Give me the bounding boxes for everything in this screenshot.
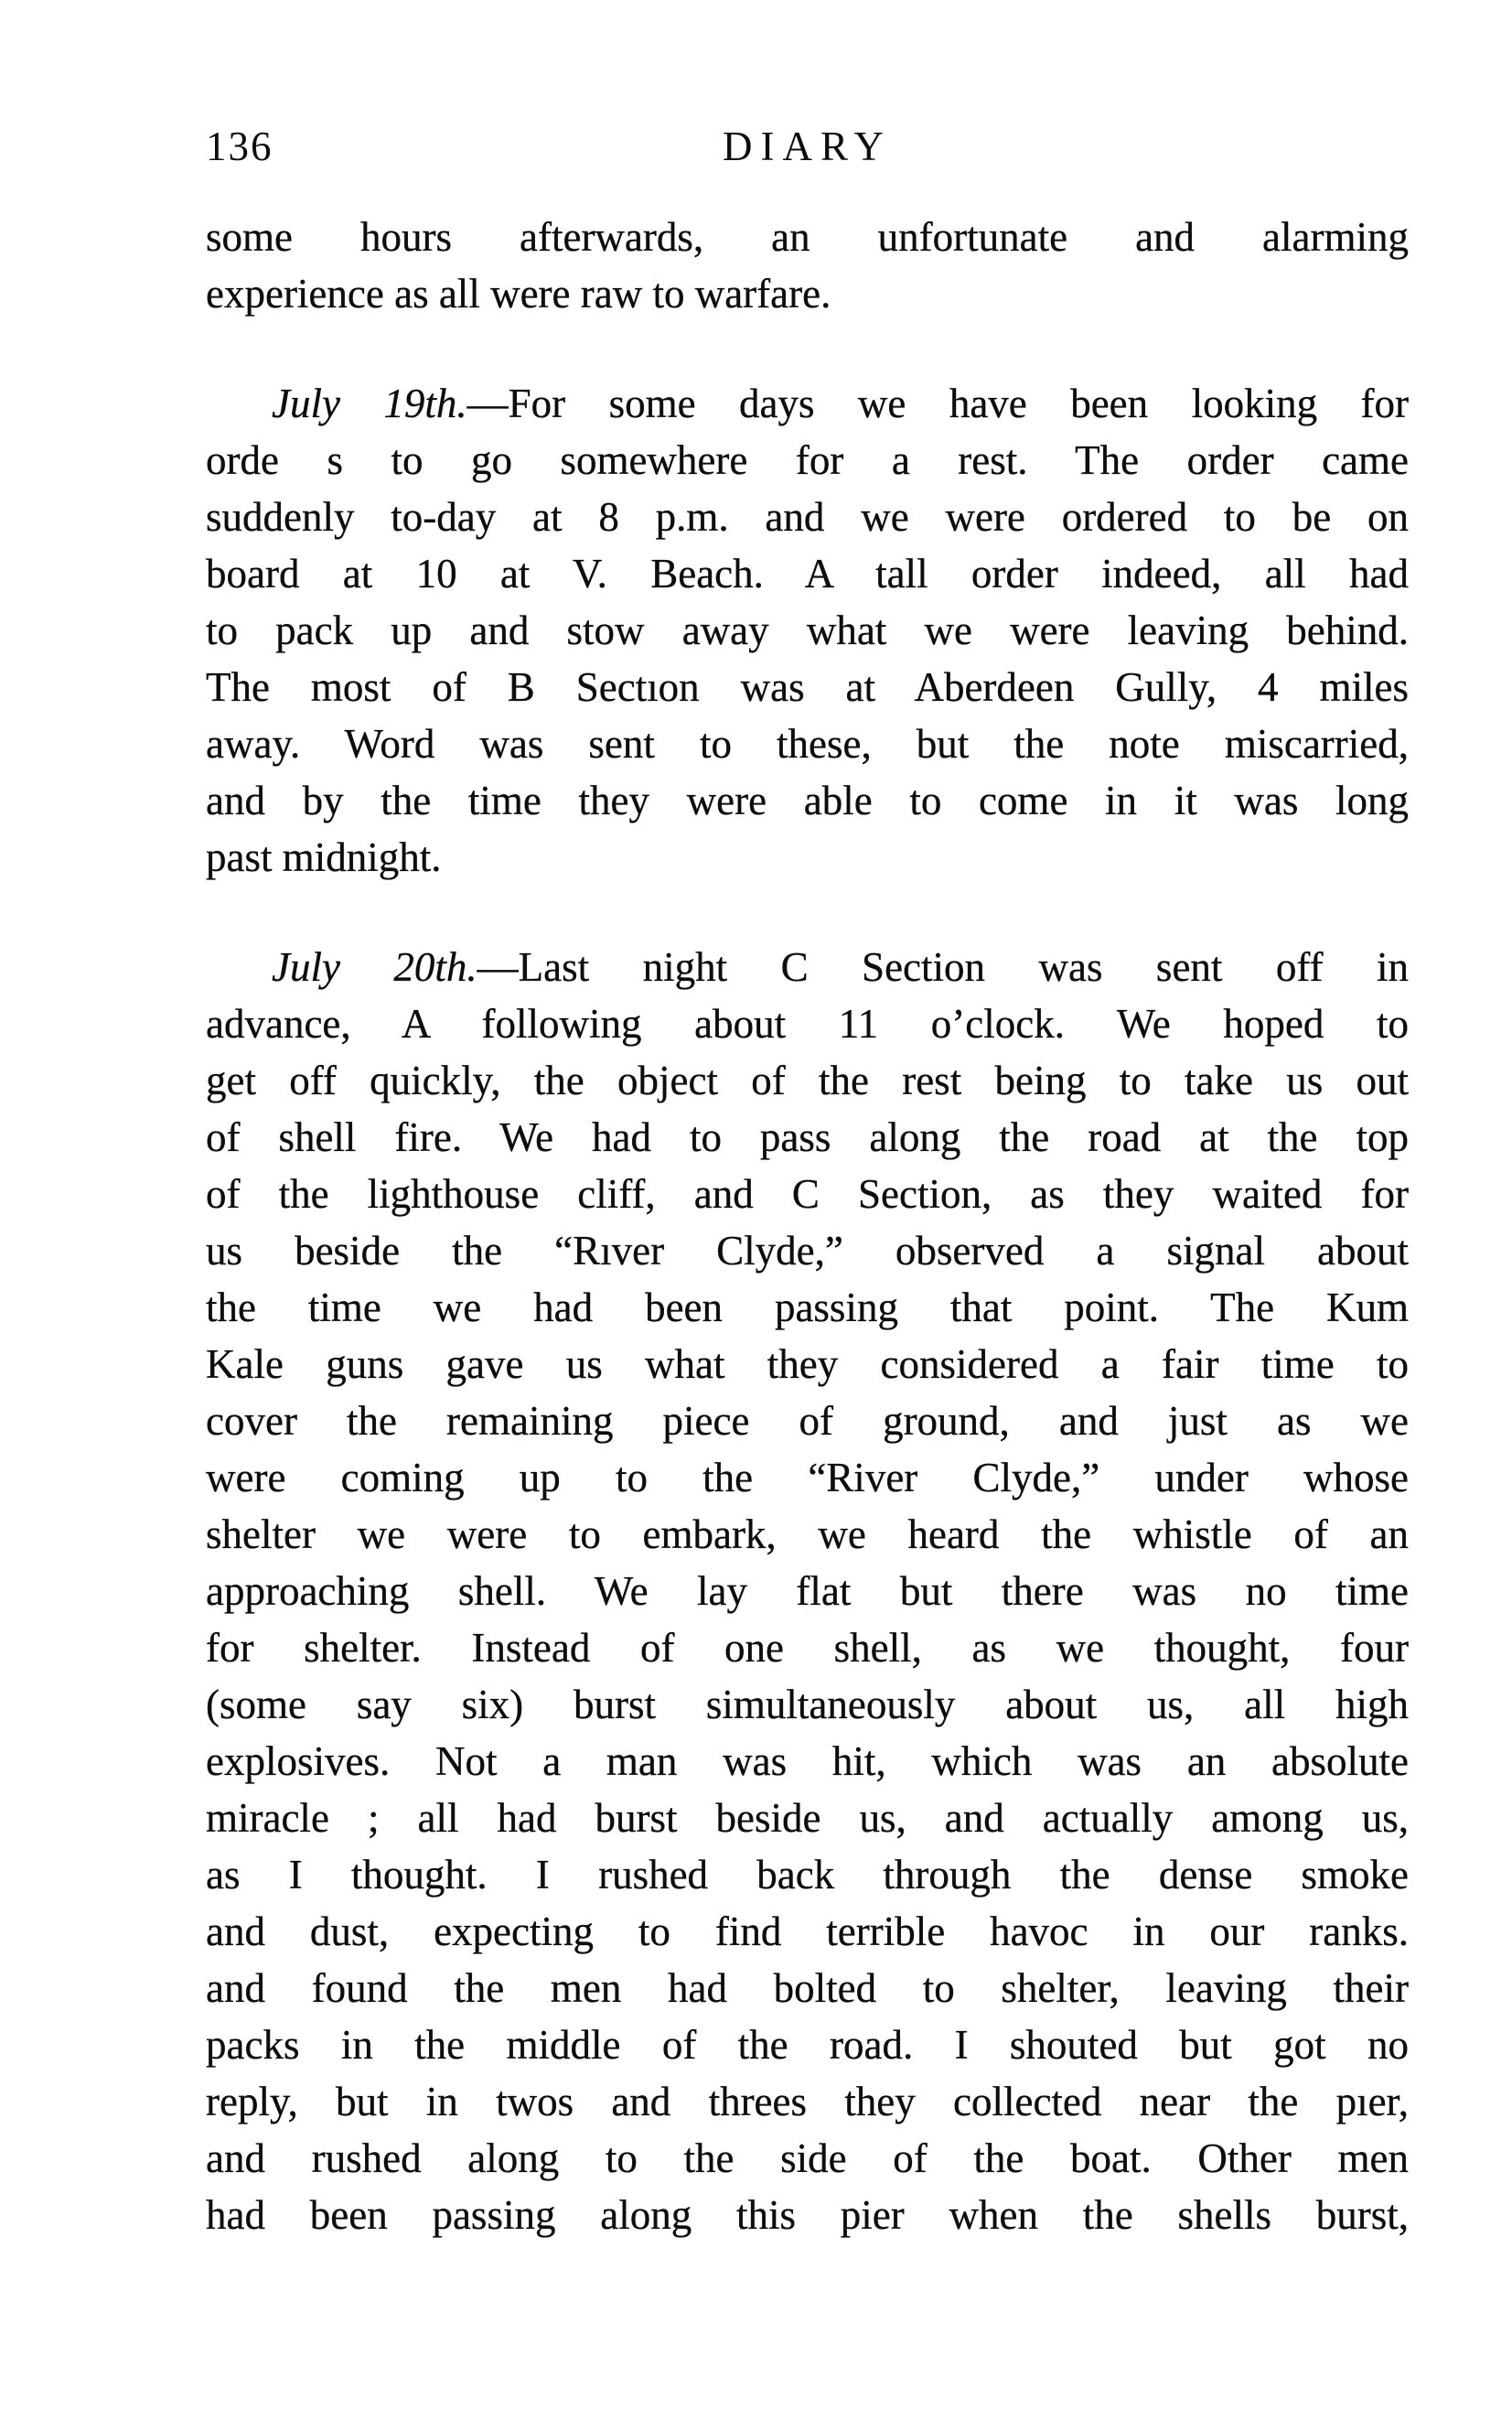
page-body (206, 209, 1409, 2243)
line-text: board at 10 at V. Beach. A tall order indeed, all had (206, 551, 1409, 597)
line-text: miracle ; all had burst beside us, and actually among us, (206, 1795, 1409, 1841)
text-line (206, 1506, 1409, 1563)
text-line (206, 1563, 1409, 1619)
line-text: cover the remaining piece of ground, and just as we (206, 1398, 1409, 1444)
text-line (206, 1052, 1409, 1109)
text-line (206, 545, 1409, 602)
line-text: explosives. Not a man was hit, which was an absolute (206, 1738, 1409, 1784)
line-text: Kale guns gave us what they considered a fair time to (206, 1341, 1409, 1387)
text-line (206, 375, 1409, 432)
line-text: of the lighthouse cliff, and C Section, as they waited for (206, 1171, 1409, 1217)
text-line (206, 432, 1409, 489)
text-line (206, 2187, 1409, 2243)
text-line (206, 1392, 1409, 1449)
line-text: get off quickly, the object of the rest being to take us out (206, 1058, 1409, 1103)
text-line (206, 1676, 1409, 1733)
text-line (206, 1733, 1409, 1790)
line-text: of shell fire. We had to pass along the road at the top (206, 1114, 1409, 1160)
line-text: and found the men had bolted to shelter, leaving their (206, 1965, 1409, 2011)
line-text: to pack up and stow away what we were leaving behind. (206, 608, 1409, 653)
line-text: —For some days we have been looking for (466, 381, 1409, 426)
text-line (206, 1903, 1409, 1960)
paragraph (206, 939, 1409, 2243)
text-line (206, 1960, 1409, 2016)
line-text: and rushed along to the side of the boat. Other men (206, 2135, 1409, 2181)
text-line (206, 1336, 1409, 1392)
text-line (206, 602, 1409, 659)
text-line (206, 715, 1409, 772)
paragraph (206, 375, 1409, 886)
paragraph (206, 209, 1409, 322)
line-text: past midnight. (206, 834, 442, 880)
text-line (206, 1166, 1409, 1222)
line-text: The most of B Sectıon was at Aberdeen Gully, 4 miles (206, 664, 1409, 710)
text-line (206, 2016, 1409, 2073)
text-line (206, 1449, 1409, 1506)
text-line (206, 659, 1409, 715)
line-text: (some say six) burst simultaneously about us, all high (206, 1682, 1409, 1727)
line-text: the time we had been passing that point. The Kum (206, 1285, 1409, 1330)
text-line (206, 1109, 1409, 1166)
line-text: were coming up to the “River Clyde,” under whose (206, 1455, 1409, 1500)
text-line (206, 265, 1409, 322)
line-text: approaching shell. We lay flat but there was no time (206, 1568, 1409, 1614)
text-line (206, 2073, 1409, 2130)
text-line (206, 829, 1409, 886)
text-line (206, 939, 1409, 995)
line-text: experience as all were raw to warfare. (206, 271, 831, 317)
line-text: and dust, expecting to find terrible havoc in our ranks. (206, 1909, 1409, 1954)
text-line (206, 1222, 1409, 1279)
running-head-title: DIARY (722, 124, 892, 169)
line-text: suddenly to-day at 8 p.m. and we were ordered to be on (206, 494, 1409, 540)
date-lead-text: July 20th. (272, 944, 477, 990)
page-number: 136 (206, 124, 273, 169)
text-line (206, 2130, 1409, 2187)
text-line (206, 1790, 1409, 1846)
line-text: us beside the “Rıver Clyde,” observed a signal about (206, 1228, 1409, 1274)
text-line (206, 1846, 1409, 1903)
text-line (206, 489, 1409, 545)
text-line (206, 209, 1409, 265)
date-lead-text: July 19th. (272, 381, 467, 426)
page-header (206, 121, 1409, 172)
line-text: for shelter. Instead of one shell, as we thought, four (206, 1625, 1409, 1671)
line-text: away. Word was sent to these, but the note miscarried, (206, 721, 1409, 767)
line-text: shelter we were to embark, we heard the whistle of an (206, 1511, 1409, 1557)
line-text: some hours afterwards, an unfortunate and alarming (206, 214, 1409, 260)
line-text: orde s to go somewhere for a rest. The order came (206, 437, 1409, 483)
text-line (206, 1279, 1409, 1336)
line-text: —Last night C Section was sent off in (477, 944, 1410, 990)
text-line (206, 772, 1409, 829)
line-text: advance, A following about 11 o’clock. We hoped to (206, 1001, 1409, 1047)
text-line (206, 995, 1409, 1052)
line-text: as I thought. I rushed back through the dense smoke (206, 1852, 1409, 1898)
line-text: had been passing along this pier when the shells burst, (206, 2192, 1409, 2238)
line-text: reply, but in twos and threes they collected near the pıer, (206, 2079, 1409, 2124)
line-text: and by the time they were able to come in it was long (206, 778, 1409, 823)
text-line (206, 1619, 1409, 1676)
line-text: packs in the middle of the road. I shouted but got no (206, 2022, 1409, 2068)
